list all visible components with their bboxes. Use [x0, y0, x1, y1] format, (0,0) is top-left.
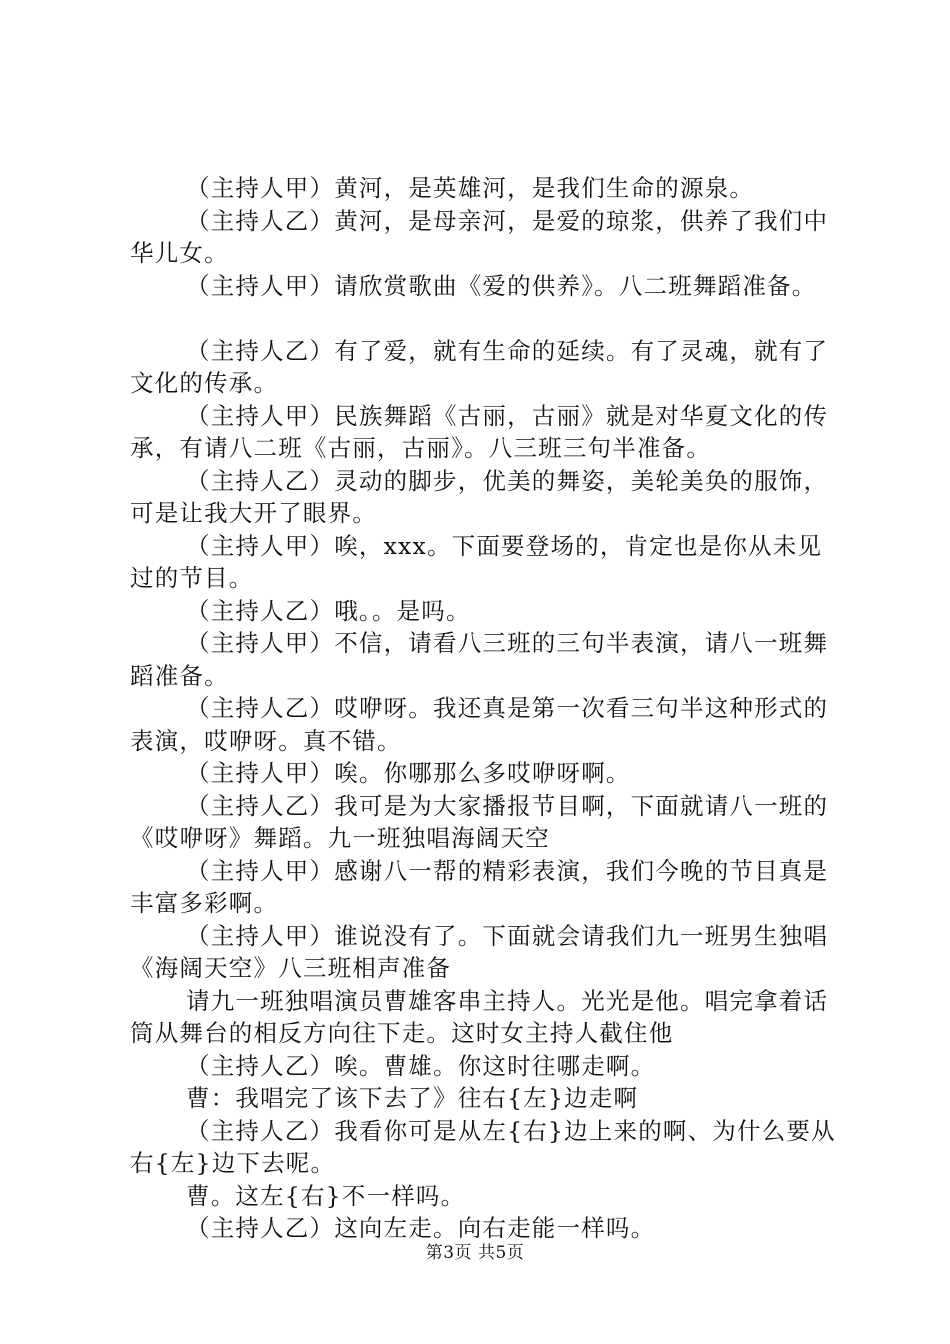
paragraph: 请九一班独唱演员曹雄客串主持人。光光是他。唱完拿着话筒从舞台的相反方向往下走。这时女主持人截住他	[130, 986, 829, 1047]
paragraph: （主持人乙）哦。。是吗。	[186, 596, 471, 625]
paragraph: （主持人甲）黄河，是英雄河，是我们生命的源泉。	[186, 174, 755, 202]
paragraph: 曹。这左{右}不一样吗。	[186, 1181, 466, 1210]
paragraph: （主持人乙）黄河，是母亲河，是爱的琼浆，供养了我们中华儿女。	[130, 206, 829, 267]
paragraph: （主持人甲）不信，请看八三班的三句半表演，请八一班舞蹈准备。	[130, 629, 829, 690]
paragraph: （主持人甲）唉。你哪那么多哎咿呀啊。	[186, 759, 631, 787]
paragraph: （主持人乙）我可是为大家播报节目啊，下面就请八一班的《哎咿呀》舞蹈。九一班独唱海阔天空	[130, 791, 829, 852]
blank-line	[130, 302, 842, 335]
paragraph: （主持人甲）请欣赏歌曲《爱的供养》。八二班舞蹈准备。	[186, 271, 817, 300]
paragraph: （主持人乙）灵动的脚步，优美的舞姿，美轮美奂的服饰，可是让我大开了眼界。	[130, 466, 829, 527]
paragraph: （主持人甲）感谢八一帮的精彩表演，我们今晚的节目真是丰富多彩啊。	[130, 856, 829, 917]
paragraph: （主持人甲）唉，xxx。下面要登场的，肯定也是你从未见过的节目。	[130, 531, 823, 592]
paragraph: （主持人乙）有了爱，就有生命的延续。有了灵魂，就有了文化的传承。	[130, 336, 829, 397]
paragraph: （主持人乙）哎咿呀。我还真是第一次看三句半这种形式的表演，哎咿呀。真不错。	[130, 694, 829, 755]
page-number-footer: 第3页 共5页	[425, 1243, 525, 1263]
paragraph: （主持人甲）谁说没有了。下面就会请我们九一班男生独唱《海阔天空》八三班相声准备	[130, 921, 829, 982]
paragraph: （主持人甲）民族舞蹈《古丽，古丽》就是对华夏文化的传承，有请八二班《古丽，古丽》。八三班三句半准备。	[130, 401, 829, 462]
paragraph: （主持人乙）唉。曹雄。你这时往哪走啊。	[186, 1051, 656, 1080]
paragraph: 曹：我唱完了该下去了》往右{左}边走啊	[186, 1084, 639, 1112]
document-body	[130, 172, 842, 1245]
paragraph: （主持人乙）我看你可是从左{右}边上来的啊、为什么要从右{左}边下去呢。	[130, 1116, 836, 1177]
paragraph: （主持人乙）这向左走。向右走能一样吗。	[186, 1214, 656, 1242]
